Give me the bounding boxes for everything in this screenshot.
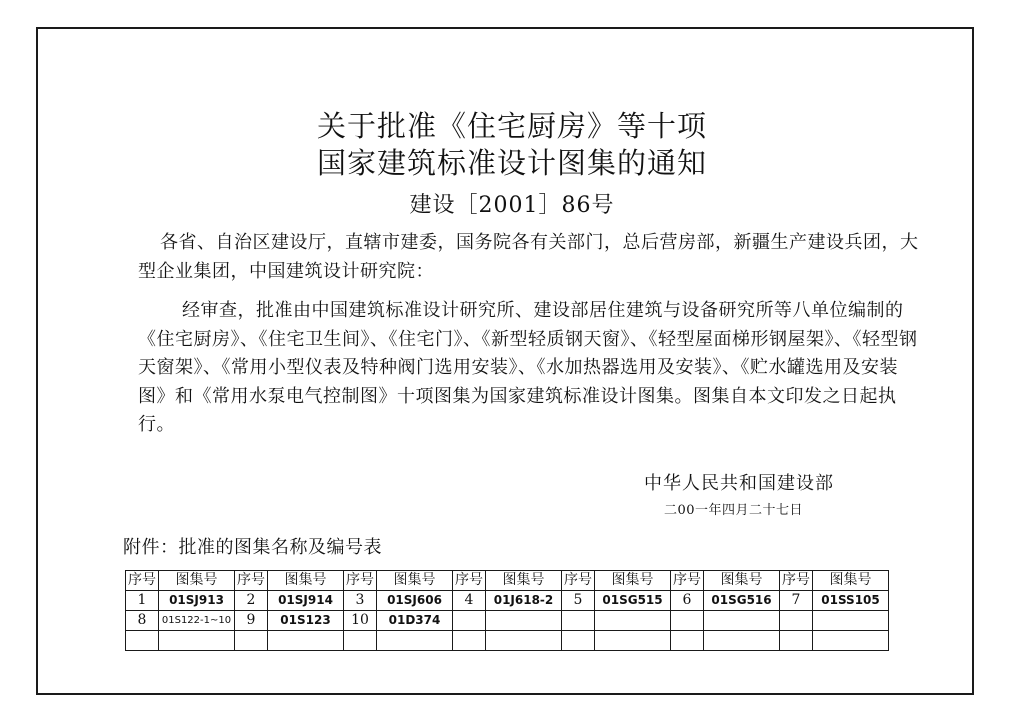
- atlas-code: 01SG516: [704, 591, 780, 611]
- row-index: [671, 611, 704, 631]
- atlas-code: [377, 631, 453, 651]
- header-index: 序号: [780, 571, 813, 591]
- notice-title-line-1: 关于批准《住宅厨房》等十项: [316, 109, 707, 143]
- atlas-code: 01S122-1~10: [159, 611, 235, 631]
- row-index: 5: [562, 591, 595, 611]
- atlas-code: 01S123: [268, 611, 344, 631]
- header-code: 图集号: [813, 571, 889, 591]
- row-index: [562, 631, 595, 651]
- atlas-code: 01SJ913: [159, 591, 235, 611]
- atlas-code: [813, 611, 889, 631]
- row-index: 2: [235, 591, 268, 611]
- row-index: [453, 631, 486, 651]
- atlas-code: 01SJ606: [377, 591, 453, 611]
- header-index: 序号: [126, 571, 159, 591]
- atlas-code: [159, 631, 235, 651]
- atlas-code: 01SJ914: [268, 591, 344, 611]
- atlas-number-table: [125, 570, 889, 651]
- row-index: [780, 631, 813, 651]
- row-index: [562, 611, 595, 631]
- row-index: [671, 631, 704, 651]
- atlas-code: 01D374: [377, 611, 453, 631]
- row-index: [780, 611, 813, 631]
- issuing-authority: 中华人民共和国建设部: [644, 473, 834, 494]
- header-code: 图集号: [595, 571, 671, 591]
- table-row: [126, 591, 889, 611]
- row-index: 1: [126, 591, 159, 611]
- atlas-code: 01SG515: [595, 591, 671, 611]
- header-code: 图集号: [486, 571, 562, 591]
- header-code: 图集号: [377, 571, 453, 591]
- atlas-code: [813, 631, 889, 651]
- row-index: [235, 631, 268, 651]
- row-index: 10: [344, 611, 377, 631]
- header-index: 序号: [453, 571, 486, 591]
- row-index: [344, 631, 377, 651]
- atlas-code: [704, 611, 780, 631]
- atlas-code: [486, 611, 562, 631]
- row-index: 9: [235, 611, 268, 631]
- atlas-code: [268, 631, 344, 651]
- table-header-row: [126, 571, 889, 591]
- atlas-code: 01SS105: [813, 591, 889, 611]
- atlas-code: [595, 631, 671, 651]
- row-index: 3: [344, 591, 377, 611]
- header-index: 序号: [562, 571, 595, 591]
- row-index: 8: [126, 611, 159, 631]
- header-code: 图集号: [268, 571, 344, 591]
- row-index: [453, 611, 486, 631]
- issue-date: 二00一年四月二十七日: [664, 503, 804, 518]
- notice-body-paragraph: 经审查，批准由中国建筑标准设计研究所、建设部居住建筑与设备研究所等八单位编制的《住宅厨房》、《住宅卫生间》、《住宅门》、《新型轻质钢天窗》、《轻型屋面梯形钢屋架》、《轻型钢天窗架》、《常用小型仪表及特种阀门选用安装》、《水加热器选用及安装》、《贮水罐选用及安装图》和《常用水泵电气控制图》十项图集为国家建筑标准设计图集。图集自本文印发之日起执行。: [138, 300, 918, 435]
- header-index: 序号: [344, 571, 377, 591]
- atlas-code: 01J618-2: [486, 591, 562, 611]
- atlas-code: [486, 631, 562, 651]
- addressee-paragraph: 各省、自治区建设厅，直辖市建委，国务院各有关部门，总后营房部，新疆生产建设兵团，大型企业集团，中国建筑设计研究院：: [138, 232, 919, 282]
- table-row: [126, 631, 889, 651]
- row-index: 4: [453, 591, 486, 611]
- header-index: 序号: [671, 571, 704, 591]
- attachment-title: 附件：批准的图集名称及编号表: [123, 537, 382, 558]
- atlas-code: [595, 611, 671, 631]
- table-row: [126, 611, 889, 631]
- notice-title-line-2: 国家建筑标准设计图集的通知: [316, 146, 707, 180]
- row-index: 7: [780, 591, 813, 611]
- header-index: 序号: [235, 571, 268, 591]
- row-index: [126, 631, 159, 651]
- atlas-code: [704, 631, 780, 651]
- header-code: 图集号: [159, 571, 235, 591]
- row-index: 6: [671, 591, 704, 611]
- document-number: 建设［2001］86号: [409, 193, 615, 218]
- header-code: 图集号: [704, 571, 780, 591]
